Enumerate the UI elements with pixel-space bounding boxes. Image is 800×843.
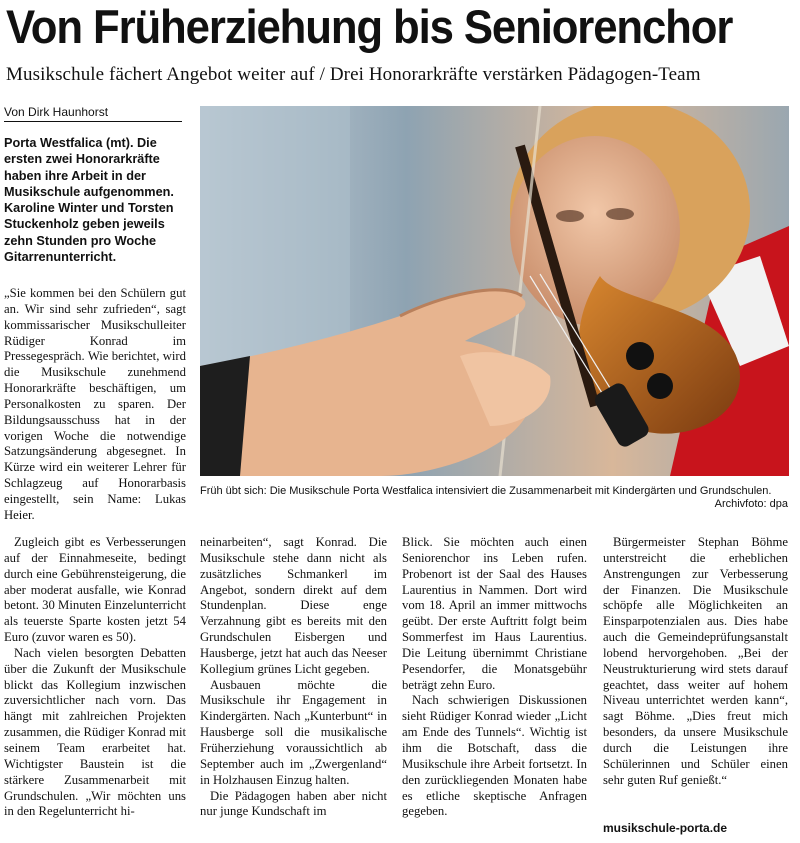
subheadline: Musikschule fächert Angebot weiter auf / Drei Honorarkräfte verstärken Pädagogen-Team	[6, 64, 701, 85]
photo-credit: Archivfoto: dpa	[714, 498, 788, 510]
paragraph: Die Pädagogen haben aber nicht nur junge Kundschaft im	[200, 788, 387, 819]
paragraph: Zugleich gibt es Verbesserungen auf der Einnahmeseite, bedingt durch eine Gebührensteigerung, die aber moderat ausfalle, wie Konrad betont. 30 Minuten Einzelunterricht als teuerste Sparte kosten jetzt 54 Euro (zuvor waren es 50).	[4, 535, 186, 645]
paragraph: Blick. Sie möchten auch einen Seniorenchor ins Leben rufen. Probenort ist der Saal des Hauses Laurentius in Nammen. Dort wird vom 18. April an immer mittwochs geübt. Der erste Auftritt folgt beim Sommerfest im Haus Laurentius. Die Leitung übernimmt Christiane Pesendorfer, die Monatsgebühr beträgt zehn Euro.	[402, 535, 587, 692]
paragraph: Ausbauen möchte die Musikschule ihr Engagement in Kindergärten. Nach „Kunterbunt“ in Hausberge soll die musikalische Früherziehung voraussichtlich ab September auch im „Zwergenland“ in Holzhausen Einzug halten.	[200, 677, 387, 787]
website-link[interactable]: musikschule-porta.de	[603, 821, 728, 835]
column-2	[200, 535, 387, 820]
headline: Von Früherziehung bis Seniorenchor	[6, 0, 733, 53]
column-3	[402, 535, 587, 820]
author-byline: Von Dirk Haunhorst	[4, 105, 182, 122]
paragraph: neinarbeiten“, sagt Konrad. Die Musikschule stehe dann nicht als zusätzliches Schmankerl im Angebot, sondern direkt auf dem Stundenplan. Diese enge Verzahnung gibt es bereits mit den Grundschulen Eisbergen und Hausberge, jetzt hat auch das Neeser Kollegium grünes Licht gegeben.	[200, 535, 387, 676]
photo-illustration	[200, 106, 789, 476]
violin-lesson-photo	[200, 106, 789, 476]
column-4	[603, 535, 788, 789]
column-1-bottom	[4, 535, 186, 820]
lead-paragraph: Porta Westfalica (mt). Die ersten zwei Honorarkräfte haben ihre Arbeit in der Musikschule aufgenommen. Karoline Winter und Torsten Stuckenholz geben jeweils zehn Stunden pro Woche Gitarrenunterricht.	[4, 136, 174, 265]
paragraph: „Sie kommen bei den Schülern gut an. Wir sind sehr zufrieden“, sagt kommissarischer Musikschulleiter Rüdiger Konrad im Pressegespräch. Wie berichtet, wird die Musikschule zunehmend Honorarkräfte beschäftigen, um Personalkosten zu sparen. Der Bildungsausschuss hat in der vorigen Woche die notwendige Satzungsänderung abgesegnet. In Kürze wird ein weiterer Lehrer für Schlagzeug auf Honorarbasis eingestellt, sein Name: Lukas Heier.	[4, 286, 186, 522]
photo-caption: Früh übt sich: Die Musikschule Porta Westfalica intensiviert die Zusammenarbeit mit Kindergärten und Grundschulen.	[200, 485, 772, 497]
paragraph: Nach schwierigen Diskussionen sieht Rüdiger Konrad wieder „Licht am Ende des Tunnels“. Wichtig ist ihm die Botschaft, dass die Musikschule ihre Arbeit fortsetzt. In den zurückliegenden Monaten habe es etliche skeptische Anfragen gegeben.	[402, 693, 587, 819]
column-1-top	[4, 286, 186, 524]
paragraph: Bürgermeister Stephan Böhme unterstreicht die erheblichen Anstrengungen zur Verbesserung der Finanzen. Die Musikschule schöpfe alle Möglichkeiten an Einsparpotenzialen aus. Dies habe auch die Gemeindeprüfungsanstalt lobend hervorgehoben. „Bei der Neustrukturierung wird stets darauf geachtet, dass weiter auf hohem Niveau unterrichtet werden kann“, sagt Böhme. „Dies freut mich besonders, da unsere Musikschule durch die Leistungen ihre Schülerinnen und Schüler einen sehr guten Ruf genießt.“	[603, 535, 788, 787]
paragraph: Nach vielen besorgten Debatten über die Zukunft der Musikschule blickt das Kollegium inzwischen zuversichtlicher nach vorn. Das hängt mit zahlreichen Projekten zusammen, die Rüdiger Konrad mit seinem Team erarbeitet hat. Wichtigster Baustein ist die stärkere Zusammenarbeit mit Grundschulen. „Wir möchten uns in den Regelunterricht hi-	[4, 645, 186, 819]
